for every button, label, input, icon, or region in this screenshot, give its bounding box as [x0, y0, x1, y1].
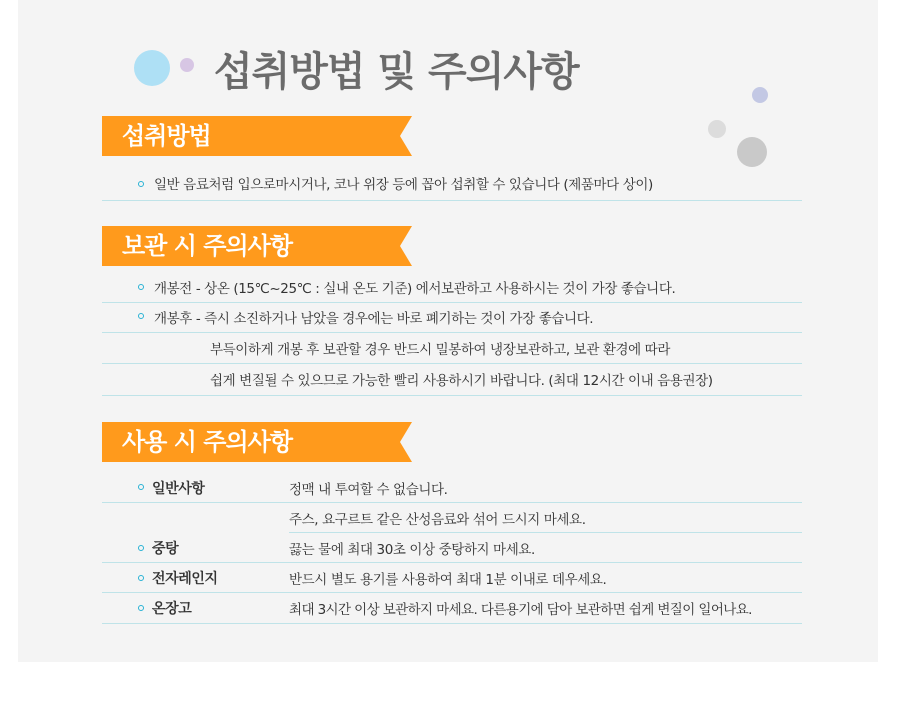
page-title: 섭취방법 및 주의사항 [214, 49, 579, 95]
bullet-icon [138, 284, 144, 290]
table-row [102, 473, 802, 503]
bullet-icon [138, 181, 144, 187]
decor-dot-light-gray [708, 120, 726, 138]
section-heading-intake: 섭취방법 [122, 122, 211, 150]
table-row [102, 533, 802, 563]
usage-text: 최대 3시간 이상 보관하지 마세요. 다른용기에 담아 보관하면 쉽게 변질이 일어나요. [289, 602, 752, 618]
usage-text: 끓는 물에 최대 30초 이상 중탕하지 마세요. [289, 542, 535, 558]
decor-dot-small-pink [180, 58, 194, 72]
usage-label: 전자레인지 [152, 571, 218, 587]
usage-label: 일반사항 [152, 481, 205, 497]
list-item [102, 333, 802, 364]
section-banner-storage [102, 226, 412, 266]
section-heading-usage: 사용 시 주의사항 [122, 428, 292, 456]
storage-before-opening: 개봉전 - 상온 (15℃~25℃ : 실내 온도 기준) 에서보관하고 사용하시는 것이 가장 좋습니다. [154, 281, 676, 297]
bullet-icon [138, 545, 144, 551]
decor-dot-gray [737, 137, 767, 167]
usage-label: 온장고 [152, 601, 192, 617]
bullet-icon [138, 484, 144, 490]
decor-dot-large-blue [134, 50, 170, 86]
table-row [102, 593, 802, 624]
usage-text: 주스, 요구르트 같은 산성음료와 섞어 드시지 마세요. [289, 512, 586, 528]
list-item [102, 303, 802, 333]
section-banner-usage [102, 422, 412, 462]
section-banner-intake [102, 116, 412, 156]
storage-after-opening-cont1: 부득이하게 개봉 후 보관할 경우 반드시 밀봉하여 냉장보관하고, 보관 환경에 따라 [210, 342, 670, 358]
storage-after-opening: 개봉후 - 즉시 소진하거나 남았을 경우에는 바로 폐기하는 것이 가장 좋습니다. [154, 311, 594, 327]
section-heading-storage: 보관 시 주의사항 [122, 232, 292, 260]
bullet-icon [138, 313, 144, 319]
usage-label: 중탕 [152, 541, 179, 557]
table-row [102, 563, 802, 593]
list-item [102, 168, 802, 201]
intake-text: 일반 음료처럼 입으로마시거나, 코나 위장 등에 꼽아 섭취할 수 있습니다 (제품마다 상이) [154, 177, 653, 193]
bullet-icon [138, 575, 144, 581]
usage-text: 정맥 내 투여할 수 없습니다. [289, 482, 448, 498]
decor-dot-purple [752, 87, 768, 103]
storage-after-opening-cont2: 쉽게 변질될 수 있으므로 가능한 빨리 사용하시기 바랍니다. (최대 12시간 이내 음용권장) [210, 373, 713, 389]
table-row [102, 503, 802, 532]
usage-text: 반드시 별도 용기를 사용하여 최대 1분 이내로 데우세요. [289, 572, 607, 588]
bullet-icon [138, 605, 144, 611]
list-item [102, 364, 802, 396]
list-item [102, 272, 802, 303]
